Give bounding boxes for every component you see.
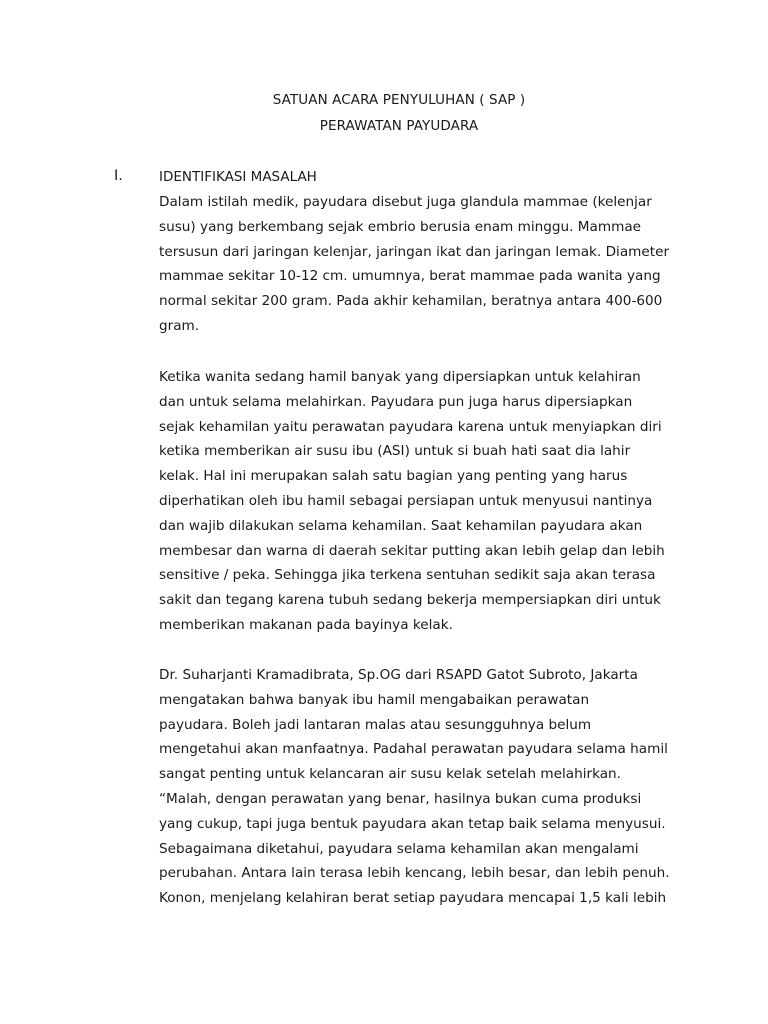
paragraph-line: kelak. Hal ini merupakan salah satu bagian yang penting yang harus bbox=[159, 468, 628, 485]
paragraph-3 bbox=[159, 663, 719, 911]
paragraph-line: yang cukup, tapi juga bentuk payudara akan tetap baik selama menyusui. bbox=[159, 815, 666, 832]
paragraph-line: perubahan. Antara lain terasa lebih kencang, lebih besar, dan lebih penuh. bbox=[159, 865, 670, 882]
paragraph-line: gram. bbox=[159, 317, 200, 334]
paragraph-line: membesar dan warna di daerah sekitar putting akan lebih gelap dan lebih bbox=[159, 542, 665, 559]
paragraph-line: normal sekitar 200 gram. Pada akhir kehamilan, beratnya antara 400-600 bbox=[159, 293, 663, 310]
paragraph-line: sangat penting untuk kelancaran air susu kelak setelah melahirkan. bbox=[159, 766, 621, 783]
paragraph-line: Sebagaimana diketahui, payudara selama kehamilan akan mengalami bbox=[159, 840, 639, 857]
section-heading: IDENTIFIKASI MASALAH bbox=[159, 169, 317, 185]
section-number: I. bbox=[114, 168, 123, 184]
paragraph-line: sejak kehamilan yaitu perawatan payudara karena untuk menyiapkan diri bbox=[159, 418, 662, 435]
paragraph-2 bbox=[159, 365, 719, 638]
document-subtitle: PERAWATAN PAYUDARA bbox=[319, 118, 479, 134]
paragraph-line: mengetahui akan manfaatnya. Padahal perawatan payudara selama hamil bbox=[159, 741, 668, 758]
paragraph-line: susu) yang berkembang sejak embrio berusia enam minggu. Mammae bbox=[159, 218, 642, 235]
paragraph-line: dan untuk selama melahirkan. Payudara pun juga harus dipersiapkan bbox=[159, 393, 633, 410]
paragraph-line: Ketika wanita sedang hamil banyak yang dipersiapkan untuk kelahiran bbox=[159, 369, 641, 385]
paragraph-line: dan wajib dilakukan selama kehamilan. Saat kehamilan payudara akan bbox=[159, 517, 643, 534]
paragraph-line: ketika memberikan air susu ibu (ASI) untuk si buah hati saat dia lahir bbox=[159, 443, 631, 460]
paragraph-line: tersusun dari jaringan kelenjar, jaringan ikat dan jaringan lemak. Diameter bbox=[159, 243, 670, 260]
paragraph-1 bbox=[159, 190, 719, 339]
document-title: SATUAN ACARA PENYULUHAN ( SAP ) bbox=[272, 92, 526, 108]
paragraph-line: Konon, menjelang kelahiran berat setiap payudara mencapai 1,5 kali lebih bbox=[159, 890, 667, 907]
paragraph-line: mammae sekitar 10-12 cm. umumnya, berat mammae pada wanita yang bbox=[159, 268, 661, 285]
paragraph-line: sakit dan tegang karena tubuh sedang bekerja mempersiapkan diri untuk bbox=[159, 592, 661, 609]
paragraph-line: payudara. Boleh jadi lantaran malas atau sesungguhnya belum bbox=[159, 716, 592, 733]
paragraph-line: Dr. Suharjanti Kramadibrata, Sp.OG dari RSAPD Gatot Subroto, Jakarta bbox=[159, 667, 638, 683]
paragraph-line: diperhatikan oleh ibu hamil sebagai persiapan untuk menyusui nantinya bbox=[159, 492, 653, 509]
paragraph-line: mengatakan bahwa banyak ibu hamil mengabaikan perawatan bbox=[159, 691, 590, 708]
paragraph-line: sensitive / peka. Sehingga jika terkena sentuhan sedikit saja akan terasa bbox=[159, 567, 656, 584]
paragraph-line: memberikan makanan pada bayinya kelak. bbox=[159, 616, 453, 633]
paragraph-line: “Malah, dengan perawatan yang benar, hasilnya bukan cuma produksi bbox=[159, 790, 642, 807]
paragraph-line: Dalam istilah medik, payudara disebut juga glandula mammae (kelenjar bbox=[159, 194, 652, 210]
